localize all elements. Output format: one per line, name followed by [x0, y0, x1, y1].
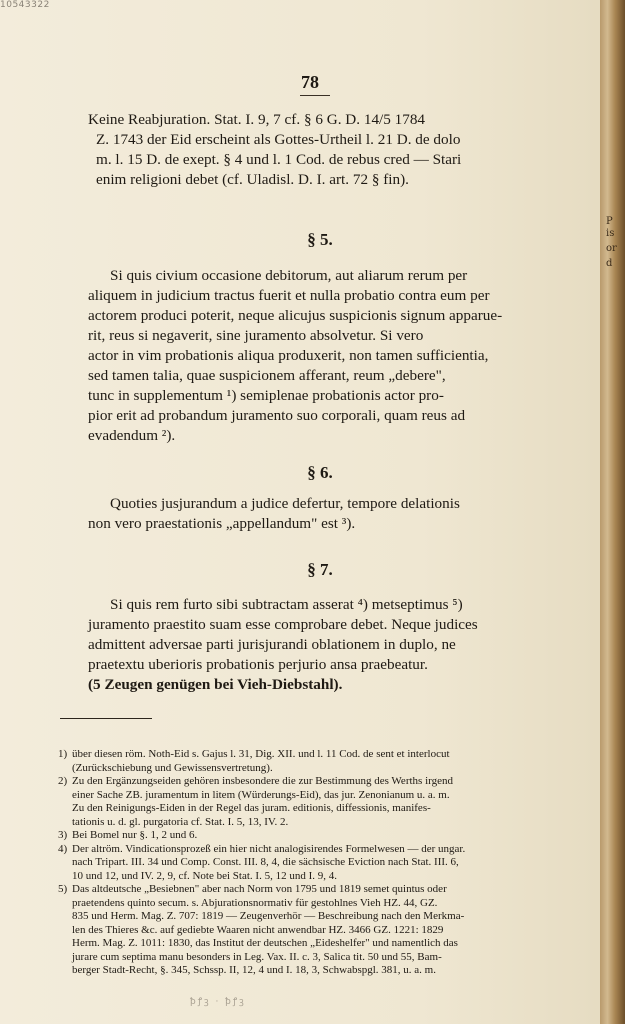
footnote-line: Zu den Reinigungs-Eiden in der Regel das juram. editionis, diffessionis, manifes- — [72, 802, 431, 814]
footnote — [58, 883, 588, 978]
footnote-line: Herm. Mag. Z. 1011: 1830, das Institut der deutschen „Eideshelfer" und namentlich das — [72, 937, 458, 949]
page-edge — [600, 0, 625, 1024]
footnote-line: Das altdeutsche „Besiebnen" aber nach Norm von 1795 und 1819 semet quintus oder — [72, 883, 447, 895]
footnote-line: Der altröm. Vindicationsprozeß ein hier nicht analogisirendes Formelwesen — der ungar. — [72, 842, 466, 855]
section-5-paragraph — [88, 266, 583, 446]
footnote-line: Zu den Ergänzungseiden gehören insbesondere die zur Bestimmung des Werths irgend — [72, 775, 453, 787]
footnote — [58, 775, 588, 829]
text-line: actorem produci poterit, neque alicujus suspicionis signum apparue- — [88, 307, 503, 324]
text-line: praetextu uberioris probationis perjurio ansa praebeatur. — [88, 656, 428, 673]
section-6-paragraph — [88, 494, 583, 534]
footnote-line: tationis u. d. gl. purgatoria cf. Stat. I. 5, 13, IV. 2. — [72, 815, 289, 828]
edge-mark: is — [606, 228, 615, 239]
footnote-line: berger Stadt-Recht, §. 345, Schssp. II, 12, 4 und I. 18, 3, Schwabspgl. 381, u. a. m. — [72, 964, 436, 976]
footnote-line: jurare cum septima manu besonders in Leg. Vax. II. c. 3, Salica tit. 50 und 55, Bam- — [72, 950, 442, 963]
intro-paragraph — [88, 110, 583, 190]
text-line: m. l. 15 D. de exept. § 4 und l. 1 Cod. de rebus cred — Stari — [96, 151, 462, 168]
text-line: juramento praestito suam esse comprobare debet. Neque judices — [88, 616, 478, 633]
section-7-paragraph — [88, 595, 583, 695]
footnote-line: nach Tripart. III. 34 und Comp. Const. III. 8, 4, die sächsische Eviction nach Stat. III. 6, — [72, 856, 459, 868]
bleed-through-stamp: ꝥꝭꝫ · ꝥꝭꝫ — [190, 997, 246, 1007]
footnote — [58, 748, 588, 775]
edge-mark: d — [606, 258, 613, 269]
text-line: enim religioni debet (cf. Uladisl. D. I. art. 72 § fin). — [96, 171, 409, 188]
footnote-line: (Zurückschiebung und Gewissensvertretung). — [72, 761, 273, 774]
text-line: Si quis civium occasione debitorum, aut aliarum rerum per — [110, 267, 468, 284]
text-line: sed tamen talia, quae suspicionem afferant, reum „debere", — [88, 367, 446, 384]
footnote-number: 5) — [58, 883, 68, 895]
page-number-rule — [300, 95, 330, 96]
footnote-rule — [60, 718, 152, 719]
footnote — [58, 829, 588, 843]
edge-mark: or — [606, 243, 617, 254]
edge-mark: P — [606, 216, 613, 227]
footnote-line: 10 und 12, und IV. 2, 9, cf. Note bei Stat. I. 5, 12 und I. 9, 4. — [72, 869, 337, 882]
section-heading-7: § 7. — [307, 560, 333, 579]
footnote-number: 1) — [58, 748, 68, 760]
text-line: Keine Reabjuration. Stat. I. 9, 7 cf. § 6 G. D. 14/5 1784 — [88, 111, 426, 128]
footnote-line: einer Sache ZB. juramentum in litem (Würderungs-Eid), das jur. Zenonianum u. a. m. — [72, 788, 450, 801]
text-line: evadendum ²). — [88, 427, 176, 444]
text-line: actor in vim probationis aliqua produxerit, non tamen sufficientia, — [88, 347, 489, 364]
text-line: pior erit ad probandum juramento suo corporali, quam reus ad — [88, 407, 466, 424]
text-line: non vero praestationis „appellandum" est ³). — [88, 515, 356, 532]
page-number: 78 — [301, 72, 319, 92]
footnote-line: Bei Bomel nur §. 1, 2 und 6. — [72, 829, 198, 841]
text-line: Quoties jusjurandum a judice defertur, tempore delationis — [110, 495, 460, 512]
footnote-number: 4) — [58, 842, 68, 855]
text-line: Si quis rem furto sibi subtractam asserat ⁴) metseptimus ⁵) — [110, 596, 463, 613]
footnote-number: 2) — [58, 775, 68, 787]
section-heading-5: § 5. — [307, 230, 333, 249]
text-line: Z. 1743 der Eid erscheint als Gottes-Urtheil l. 21 D. de dolo — [96, 131, 461, 148]
footnote — [58, 843, 588, 884]
section-heading-6: § 6. — [307, 463, 333, 482]
footnote-line: über diesen röm. Noth-Eid s. Gajus l. 31, Dig. XII. und l. 11 Cod. de sent et interlocut — [72, 748, 450, 760]
footnotes — [58, 748, 588, 978]
footnote-line: praetendens quinto secum. s. Abjurationsnormativ für gestohlnes Vieh HZ. 44, GZ. — [72, 896, 438, 909]
text-line: aliquem in judicium tractus fuerit et nulla probatio contra eum per — [88, 287, 490, 304]
footnote-line: 835 und Herm. Mag. Z. 707: 1819 — Zeugenverhör — Beschreibung nach den Merkma- — [72, 910, 465, 922]
text-line: (5 Zeugen genügen bei Vieh-Diebstahl). — [88, 676, 343, 693]
catalog-number: 10543322 — [0, 0, 50, 10]
text-line: tunc in supplementum ¹) semiplenae probationis actor pro- — [88, 387, 444, 404]
footnote-number: 3) — [58, 829, 68, 841]
footnote-line: len des Thieres &c. auf gediebte Waaren nicht anwendbar HZ. 3466 GZ. 1221: 1829 — [72, 923, 444, 936]
text-line: rit, reus si negaverit, sine juramento absolvetur. Si vero — [88, 327, 424, 344]
text-line: admittent adversae parti jurisjurandi oblationem in duplo, ne — [88, 636, 456, 653]
